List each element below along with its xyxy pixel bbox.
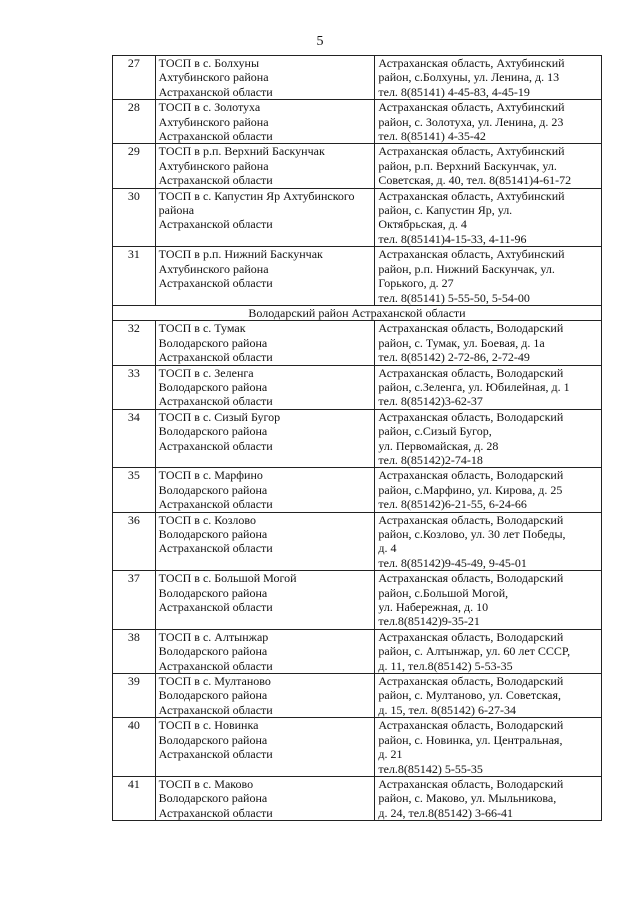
table-row <box>113 144 602 188</box>
address-line: тел. 8(85142) 2-72-86, 2-72-49 <box>378 350 530 365</box>
row-number: 34 <box>113 409 156 468</box>
address-line: район, с. Золотуха, ул. Ленина, д. 23 <box>378 114 564 129</box>
table-row <box>113 56 602 100</box>
address-line: Октябрьская, д. 4 <box>378 217 467 232</box>
address-line: район, с. Капустин Яр, ул. <box>378 203 513 218</box>
office-name-line: Астраханской области <box>158 438 273 453</box>
address-line: район, р.п. Верхний Баскунчак, ул. <box>378 158 557 173</box>
address-line: д. 21 <box>378 747 403 762</box>
address-line: район, с. Маково, ул. Мыльникова, <box>378 791 557 806</box>
table-row <box>113 100 602 144</box>
address-cell <box>375 776 602 820</box>
office-name-line: ТОСП в с. Маково <box>158 776 254 791</box>
address-line: тел. 8(85142)9-45-49, 9-45-01 <box>378 555 527 570</box>
address-line: д. 24, тел.8(85142) 3-66-41 <box>378 805 514 820</box>
address-line: тел. 8(85141)4-15-33, 4-11-96 <box>378 231 527 246</box>
row-number: 29 <box>113 144 156 188</box>
address-cell <box>375 674 602 718</box>
region-header-row <box>113 305 602 320</box>
table-body <box>113 56 602 821</box>
address-line: Астраханская область, Ахтубинский <box>378 247 565 262</box>
office-name-line: Астраханской области <box>158 276 273 291</box>
table-row <box>113 188 602 247</box>
office-name-line: Астраханской области <box>158 217 273 232</box>
office-name-line: Володарского района <box>158 585 268 600</box>
address-line: д. 4 <box>378 541 397 556</box>
office-name-line: Володарского района <box>158 644 268 659</box>
office-name-line: Володарского района <box>158 732 268 747</box>
office-name-line: Ахтубинского района <box>158 158 269 173</box>
office-name-line: Астраханской области <box>158 129 273 144</box>
office-name-cell <box>155 776 375 820</box>
table-row <box>113 365 602 409</box>
address-line: Астраханская область, Ахтубинский <box>378 188 565 203</box>
office-name-cell <box>155 571 375 630</box>
table-row <box>113 776 602 820</box>
table-row <box>113 674 602 718</box>
address-line: район, с.Большой Могой, <box>378 585 509 600</box>
office-name-line: Володарского района <box>158 527 268 541</box>
address-line: тел. 8(85142)3-62-37 <box>378 394 483 409</box>
office-name-line: ТОСП в с. Мултаново <box>158 674 271 689</box>
region-title: Володарский район Астраханской области <box>113 305 602 320</box>
address-cell <box>375 629 602 673</box>
row-number: 36 <box>113 512 156 571</box>
office-name-line: Ахтубинского района <box>158 70 269 85</box>
office-name-line: Володарского района <box>158 379 268 394</box>
office-name-line: Астраханской области <box>158 84 273 99</box>
office-name-line: ТОСП в с. Марфино <box>158 468 263 483</box>
address-cell <box>375 409 602 468</box>
table-row <box>113 321 602 365</box>
table-row <box>113 512 602 571</box>
address-cell <box>375 56 602 100</box>
office-name-line: ТОСП в с. Золотуха <box>158 100 261 115</box>
office-name-line: ТОСП в с. Болхуны <box>158 56 260 70</box>
office-name-line: Володарского района <box>158 335 268 350</box>
row-number: 39 <box>113 674 156 718</box>
row-number: 33 <box>113 365 156 409</box>
address-line: Астраханская область, Володарский <box>378 674 564 689</box>
address-line: Астраханская область, Ахтубинский <box>378 144 565 159</box>
address-line: Горького, д. 27 <box>378 276 454 291</box>
office-name-cell <box>155 674 375 718</box>
office-name-line: Володарского района <box>158 688 268 703</box>
address-line: Астраханская область, Ахтубинский <box>378 56 565 70</box>
tosp-registry-table <box>112 55 602 821</box>
office-name-line: Володарского района <box>158 424 268 439</box>
address-cell <box>375 321 602 365</box>
address-line: район, с. Новинка, ул. Центральная, <box>378 732 563 747</box>
address-cell <box>375 188 602 247</box>
row-number: 41 <box>113 776 156 820</box>
address-line: район, с.Болхуны, ул. Ленина, д. 13 <box>378 70 560 85</box>
page-number: 5 <box>316 34 324 49</box>
address-line: район, р.п. Нижний Баскунчак, ул. <box>378 261 555 276</box>
address-line: д. 11, тел.8(85142) 5-53-35 <box>378 658 513 673</box>
address-cell <box>375 468 602 512</box>
office-name-line: Астраханской области <box>158 541 273 556</box>
address-line: Астраханская область, Володарский <box>378 468 564 483</box>
table-row <box>113 468 602 512</box>
office-name-line: ТОСП в с. Тумак <box>158 321 246 336</box>
row-number: 27 <box>113 56 156 100</box>
row-number: 35 <box>113 468 156 512</box>
office-name-cell <box>155 409 375 468</box>
table-row <box>113 409 602 468</box>
office-name-line: Ахтубинского района <box>158 114 269 129</box>
address-line: Астраханская область, Володарский <box>378 629 564 644</box>
office-name-line: ТОСП в р.п. Верхний Баскунчак <box>158 144 325 159</box>
address-cell <box>375 512 602 571</box>
office-name-line: Астраханской области <box>158 658 273 673</box>
row-number: 40 <box>113 718 156 777</box>
row-number: 28 <box>113 100 156 144</box>
office-name-line: Астраханской области <box>158 497 273 512</box>
row-number: 30 <box>113 188 156 247</box>
office-name-line: Астраханской области <box>158 600 273 615</box>
row-number: 37 <box>113 571 156 630</box>
address-cell <box>375 571 602 630</box>
address-cell <box>375 247 602 306</box>
address-line: район, с.Сизый Бугор, <box>378 424 492 439</box>
office-name-line: Володарского района <box>158 482 268 497</box>
row-number: 38 <box>113 629 156 673</box>
office-name-line: ТОСП в с. Новинка <box>158 718 259 733</box>
office-name-line: Володарского района <box>158 791 268 806</box>
address-line: район, с.Зеленга, ул. Юбилейная, д. 1 <box>378 379 570 394</box>
office-name-line: ТОСП в с. Козлово <box>158 512 257 527</box>
address-line: тел. 8(85141) 4-45-83, 4-45-19 <box>378 84 530 99</box>
address-line: Астраханская область, Володарский <box>378 321 564 336</box>
address-line: Астраханская область, Ахтубинский <box>378 100 565 115</box>
office-name-line: Астраханской области <box>158 747 273 762</box>
office-name-cell <box>155 247 375 306</box>
office-name-line: ТОСП в с. Капустин Яр Ахтубинского <box>158 188 355 203</box>
address-line: тел.8(85142) 5-55-35 <box>378 761 483 776</box>
address-line: тел. 8(85142)2-74-18 <box>378 452 483 467</box>
office-name-line: ТОСП в с. Зеленга <box>158 365 254 380</box>
office-name-line: Астраханской области <box>158 394 273 409</box>
office-name-cell <box>155 56 375 100</box>
address-line: тел. 8(85141) 5-55-50, 5-54-00 <box>378 290 530 305</box>
address-line: ул. Первомайская, д. 28 <box>378 438 499 453</box>
address-cell <box>375 718 602 777</box>
address-line: Астраханская область, Володарский <box>378 571 564 586</box>
address-line: тел.8(85142)9-35-21 <box>378 614 480 629</box>
address-line: д. 15, тел. 8(85142) 6-27-34 <box>378 702 517 717</box>
address-line: Астраханская область, Володарский <box>378 512 564 527</box>
office-name-cell <box>155 718 375 777</box>
office-name-line: ТОСП в с. Сизый Бугор <box>158 409 281 424</box>
office-name-cell <box>155 188 375 247</box>
address-cell <box>375 144 602 188</box>
office-name-line: района <box>158 203 195 218</box>
row-number: 32 <box>113 321 156 365</box>
address-line: тел. 8(85141) 4-35-42 <box>378 129 486 144</box>
office-name-cell <box>155 144 375 188</box>
address-line: Советская, д. 40, тел. 8(85141)4-61-72 <box>378 173 572 188</box>
address-line: Астраханская область, Володарский <box>378 776 564 791</box>
office-name-line: ТОСП в с. Алтынжар <box>158 629 269 644</box>
address-line: Астраханская область, Володарский <box>378 365 564 380</box>
office-name-line: ТОСП в с. Большой Могой <box>158 571 297 586</box>
address-cell <box>375 365 602 409</box>
address-line: Астраханская область, Володарский <box>378 409 564 424</box>
office-name-cell <box>155 321 375 365</box>
address-cell <box>375 100 602 144</box>
address-line: ул. Набережная, д. 10 <box>378 600 489 615</box>
table-row <box>113 247 602 306</box>
address-line: тел. 8(85142)6-21-55, 6-24-66 <box>378 497 527 512</box>
office-name-cell <box>155 512 375 571</box>
row-number: 31 <box>113 247 156 306</box>
address-line: район, с. Мултаново, ул. Советская, <box>378 688 562 703</box>
address-line: Астраханская область, Володарский <box>378 718 564 733</box>
office-name-line: Ахтубинского района <box>158 261 269 276</box>
office-name-line: Астраханской области <box>158 805 273 820</box>
office-name-line: Астраханской области <box>158 173 273 188</box>
office-name-line: ТОСП в р.п. Нижний Баскунчак <box>158 247 323 262</box>
address-line: район, с. Тумак, ул. Боевая, д. 1а <box>378 335 545 350</box>
office-name-cell <box>155 629 375 673</box>
office-name-cell <box>155 100 375 144</box>
address-line: район, с.Марфино, ул. Кирова, д. 25 <box>378 482 563 497</box>
office-name-cell <box>155 365 375 409</box>
address-line: район, с.Козлово, ул. 30 лет Победы, <box>378 527 566 541</box>
office-name-line: Астраханской области <box>158 350 273 365</box>
office-name-cell <box>155 468 375 512</box>
table-row <box>113 571 602 630</box>
address-line: район, с. Алтынжар, ул. 60 лет СССР, <box>378 644 571 659</box>
table-row <box>113 629 602 673</box>
table-row <box>113 718 602 777</box>
office-name-line: Астраханской области <box>158 702 273 717</box>
